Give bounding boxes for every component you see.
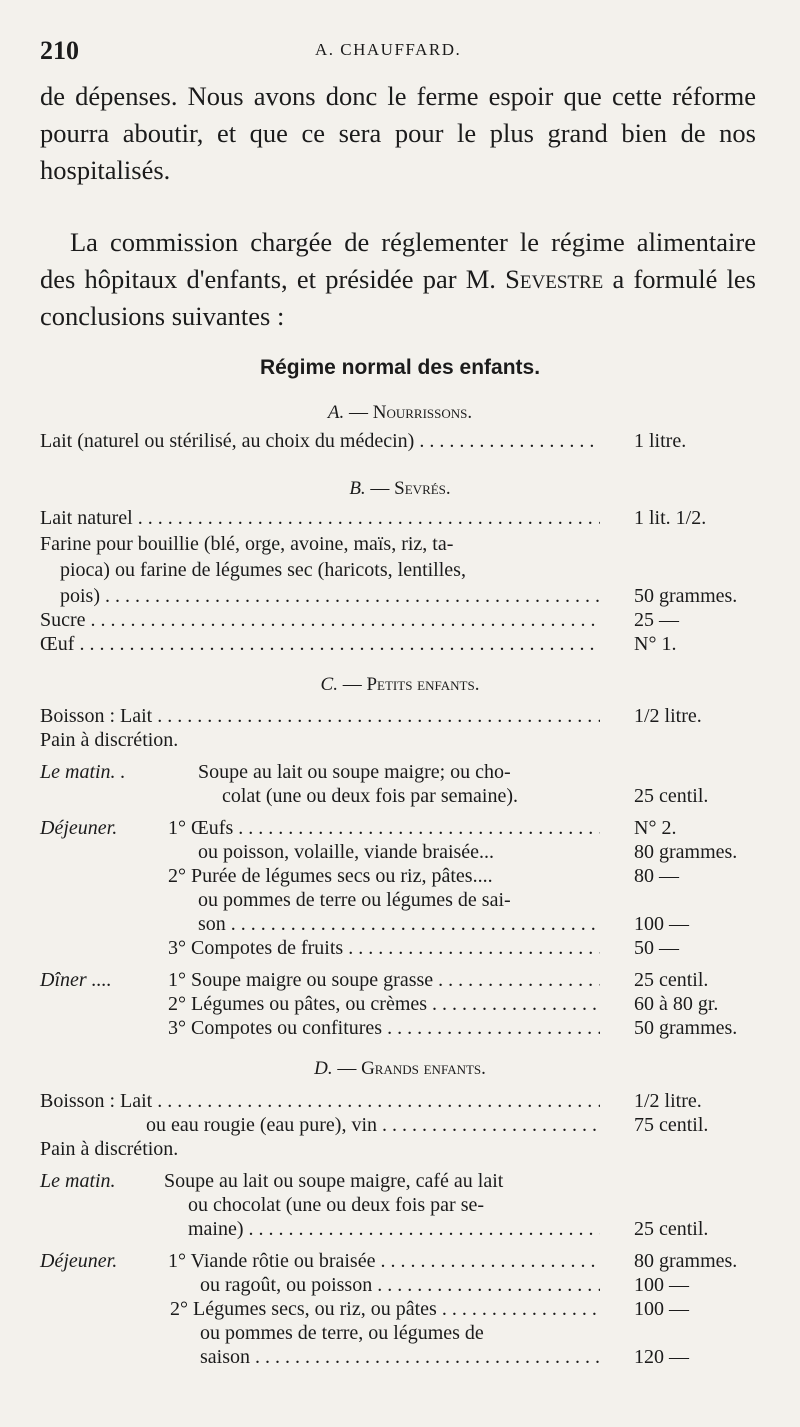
item-text: saison . . . (200, 1344, 600, 1370)
item-value: 120 — (634, 1346, 689, 1368)
meal-label: Le matin. (40, 1170, 116, 1192)
paragraph-text: de dépenses. Nous avons donc le ferme espoir que cette réforme pourra aboutir, et que ce sera pour le plus grand bien de nos hospitalisés. (40, 81, 756, 185)
item-text: maine) . . . (188, 1216, 600, 1242)
section-letter: C. (320, 674, 338, 695)
item-text: Lait naturel . . . (40, 505, 600, 531)
item-value: 50 grammes. (634, 1017, 738, 1039)
item-text: pois) . . . (60, 583, 600, 609)
section-title: — Grands enfants. (337, 1058, 486, 1079)
item-value: N° 2. (634, 817, 677, 839)
table-row (0, 1192, 800, 1218)
meal-label: Déjeuner. (40, 817, 118, 839)
item-value: 100 — (634, 1298, 689, 1320)
section-heading-b (0, 478, 800, 500)
table-row (0, 727, 800, 753)
table-row (0, 1296, 800, 1322)
table-row (0, 1248, 800, 1274)
item-value: N° 1. (634, 633, 677, 655)
section-letter: D. (314, 1058, 333, 1079)
item-value: 25 centil. (634, 1218, 709, 1240)
section-title: — Sevrés. (370, 478, 451, 499)
item-value: 1 litre. (634, 430, 687, 452)
table-row (0, 631, 800, 657)
table-row (0, 991, 800, 1017)
item-text: colat (une ou deux fois par semaine). (222, 785, 519, 807)
item-value: 80 grammes. (634, 841, 738, 863)
item-value: 75 centil. (634, 1114, 709, 1136)
running-head: A. CHAUFFARD. (315, 40, 462, 59)
item-text: son . . . (198, 911, 600, 937)
table-row (0, 428, 800, 454)
item-text: Boisson : Lait . . . (40, 1088, 600, 1114)
item-text: 1° Œufs . . . (168, 815, 600, 841)
item-text: Farine pour bouillie (blé, orge, avoine, maïs, riz, ta- (40, 533, 454, 555)
table-row (0, 1320, 800, 1346)
table-row (0, 815, 800, 841)
item-text: 3° Compotes ou confitures . . . (168, 1015, 600, 1041)
item-value: 60 à 80 gr. (634, 993, 719, 1015)
table-row (0, 505, 800, 531)
table-row (0, 759, 800, 785)
item-text: Boisson : Lait . . . (40, 703, 600, 729)
item-value: 1/2 litre. (634, 1090, 702, 1112)
item-text: Lait (naturel ou stérilisé, au choix du médecin) . . . (40, 428, 600, 454)
item-text: Soupe au lait ou soupe maigre; ou cho- (198, 761, 511, 783)
item-value: 25 — (634, 609, 679, 631)
section-heading-c (0, 674, 800, 696)
table-row (0, 557, 800, 583)
item-text: pioca) ou farine de légumes sec (haricots, lentilles, (60, 559, 466, 581)
item-text: ou ragoût, ou poisson . . . (200, 1272, 600, 1298)
item-text: ou pommes de terre, ou légumes de (200, 1322, 484, 1344)
table-row (0, 1088, 800, 1114)
section-letter: B. (349, 478, 366, 499)
table-row (0, 1112, 800, 1138)
author-name: Sevestre (505, 264, 604, 294)
item-value: 1/2 litre. (634, 705, 702, 727)
table-row (0, 911, 800, 937)
item-text: ou eau rougie (eau pure), vin . . . (146, 1112, 600, 1138)
table-row (0, 531, 800, 557)
item-text: 2° Légumes secs, ou riz, ou pâtes . . . (170, 1296, 600, 1322)
page-header (40, 36, 760, 70)
section-letter: A. (327, 402, 345, 423)
section-heading-a (0, 402, 800, 424)
paragraph-2 (40, 224, 756, 335)
item-text: Pain à discrétion. (40, 729, 179, 751)
section-heading-d (0, 1058, 800, 1080)
table-row (0, 1168, 800, 1194)
table-row (0, 783, 800, 809)
item-text: ou pommes de terre ou légumes de sai- (198, 889, 511, 911)
item-text: 1° Soupe maigre ou soupe grasse . . . (168, 967, 600, 993)
table-row (0, 607, 800, 633)
regime-title: Régime normal des enfants. (259, 356, 541, 379)
table-row (0, 887, 800, 913)
item-value: 50 grammes. (634, 585, 738, 607)
item-text: ou poisson, volaille, viande braisée... (198, 841, 495, 863)
table-row (0, 703, 800, 729)
table-row (0, 1136, 800, 1162)
item-text: Pain à discrétion. (40, 1138, 179, 1160)
section-title: — Petits enfants. (342, 674, 480, 695)
meal-label: Le matin. . (40, 761, 126, 783)
item-value: 100 — (634, 1274, 689, 1296)
table-row (0, 967, 800, 993)
table-row (0, 839, 800, 865)
paragraph-1 (40, 78, 756, 189)
table-row (0, 1015, 800, 1041)
table-row (0, 935, 800, 961)
item-text: Soupe au lait ou soupe maigre, café au lait (164, 1170, 504, 1192)
item-value: 1 lit. 1/2. (634, 507, 707, 529)
item-text: 1° Viande rôtie ou braisée . . . (168, 1248, 600, 1274)
item-text: Œuf . . . (40, 631, 600, 657)
item-value: 80 — (634, 865, 679, 887)
item-value: 25 centil. (634, 785, 709, 807)
paragraph-text-start: La commission chargée de réglementer le régime alimentaire des hôpitaux d'enfants, et présidée par M. (40, 227, 756, 294)
item-text: 2° Légumes ou pâtes, ou crèmes . . . (168, 991, 600, 1017)
item-value: 100 — (634, 913, 689, 935)
table-row (0, 1272, 800, 1298)
item-text: 2° Purée de légumes secs ou riz, pâtes.... (168, 865, 493, 887)
meal-label: Déjeuner. (40, 1250, 118, 1272)
item-value: 25 centil. (634, 969, 709, 991)
table-row (0, 863, 800, 889)
meal-label: Dîner .... (40, 969, 112, 991)
item-value: 50 — (634, 937, 679, 959)
item-text: ou chocolat (une ou deux fois par se- (188, 1194, 485, 1216)
item-text: Sucre . . . (40, 607, 600, 633)
table-row (0, 1216, 800, 1242)
item-value: 80 grammes. (634, 1250, 738, 1272)
paragraph-text-end: a formulé les conclusions suivantes : (40, 264, 756, 331)
item-text: 3° Compotes de fruits . . . (168, 935, 600, 961)
table-row (0, 583, 800, 609)
section-title: — Nourrissons. (348, 402, 473, 423)
table-row (0, 1344, 800, 1370)
page-number: 210 (40, 36, 79, 65)
